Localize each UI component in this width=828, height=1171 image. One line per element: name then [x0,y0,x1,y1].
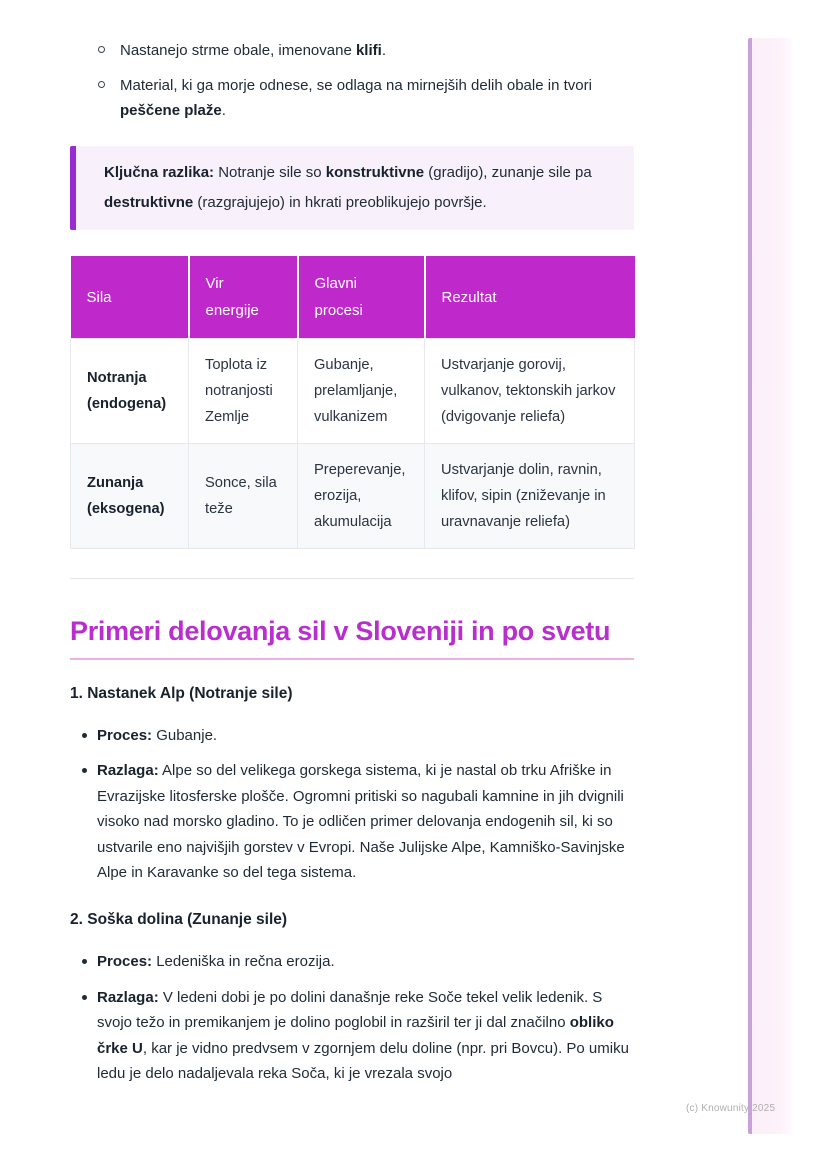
callout-text: Ključna razlika: Notranje sile so konstruktivne (gradijo), zunanje sile pa destruktivne (razgrajujejo) in hkrati preoblikujejo površje. [104,164,592,211]
table-cell: Ustvarjanje dolin, ravnin, klifov, sipin (zniževanje in uravnavanje reliefa) [425,444,635,549]
intro-bullet-list [70,38,634,123]
page-edge-highlight-strip [748,38,792,1134]
disc-bullet-icon [82,995,87,1000]
forces-comparison-table [70,256,635,549]
column-header: Sila [71,256,189,339]
key-difference-callout [70,146,634,230]
bullet-text: Razlaga: Alpe so del velikega gorskega sistema, ki je nastal ob trku Afriške in Evrazijske litosferske plošče. Ogromni pritiski so nagubali kamnine in jih dvignili visoko nad morsko gladino. To je odličen primer delovanja endogenih sil, ki so ustvarile eno najvišjih gorstev v Evropi. Naše Julijske Alpe, Kamniško-Savinjske Alpe in Karavanke so del tega sistema. [97,762,625,882]
column-header: Glavni procesi [298,256,425,339]
document-content [70,38,634,1086]
table-cell: Toplota iz notranjosti Zemlje [189,339,298,444]
bullet-text: Material, ki ga morje odnese, se odlaga na mirnejših delih obale in tvori peščene plaže. [120,77,592,119]
watermark: (c) Knowunity 2025 [686,1103,776,1114]
bullet-text: Proces: Gubanje. [97,727,218,744]
disc-bullet-icon [82,733,87,738]
subsection-title-2: 2. Soška dolina (Zunanje sile) [70,911,288,929]
disc-bullet-icon [82,959,87,964]
table-cell: Gubanje, prelamljanje, vulkanizem [298,339,425,444]
section-divider [70,578,634,579]
list-item [70,73,634,123]
table-cell: Notranja (endogena) [71,339,189,444]
section-1-bullet-list [70,723,634,885]
hollow-circle-bullet-icon [98,81,105,88]
bullet-text: Razlaga: V ledeni dobi je po dolini današnje reke Soče tekel velik ledenik. S svojo težo in premikanjem je dolino poglobil in razširil ter ji dal značilno obliko črke U, kar je vidno predvsem v zgornjem delu doline (npr. pri Bovcu). Po umiku ledu je delo nadaljevala reka Soča, ki je vrezala svojo [97,988,629,1083]
bullet-text: Nastanejo strme obale, imenovane klifi. [120,42,386,59]
table-row [71,339,635,444]
disc-bullet-icon [82,768,87,773]
table-cell: Zunanja (eksogena) [71,444,189,549]
list-item [70,985,634,1087]
column-header: Rezultat [425,256,635,339]
list-item [70,723,634,748]
list-item [70,949,634,974]
title-underline [70,658,634,660]
table-cell: Preperevanje, erozija, akumulacija [298,444,425,549]
page-title: Primeri delovanja sil v Sloveniji in po svetu [70,616,611,646]
bullet-text: Proces: Ledeniška in rečna erozija. [97,953,335,971]
table-cell: Sonce, sila teže [189,444,298,549]
table-header [71,256,635,339]
table-cell: Ustvarjanje gorovij, vulkanov, tektonskih jarkov (dvigovanje reliefa) [425,339,635,444]
table-row [71,444,635,549]
list-item [70,38,634,63]
subsection-title-1: 1. Nastanek Alp (Notranje sile) [70,685,293,702]
column-header: Vir energije [189,256,298,339]
section-2-bullet-list [70,949,634,1086]
list-item [70,758,634,885]
hollow-circle-bullet-icon [98,46,105,53]
